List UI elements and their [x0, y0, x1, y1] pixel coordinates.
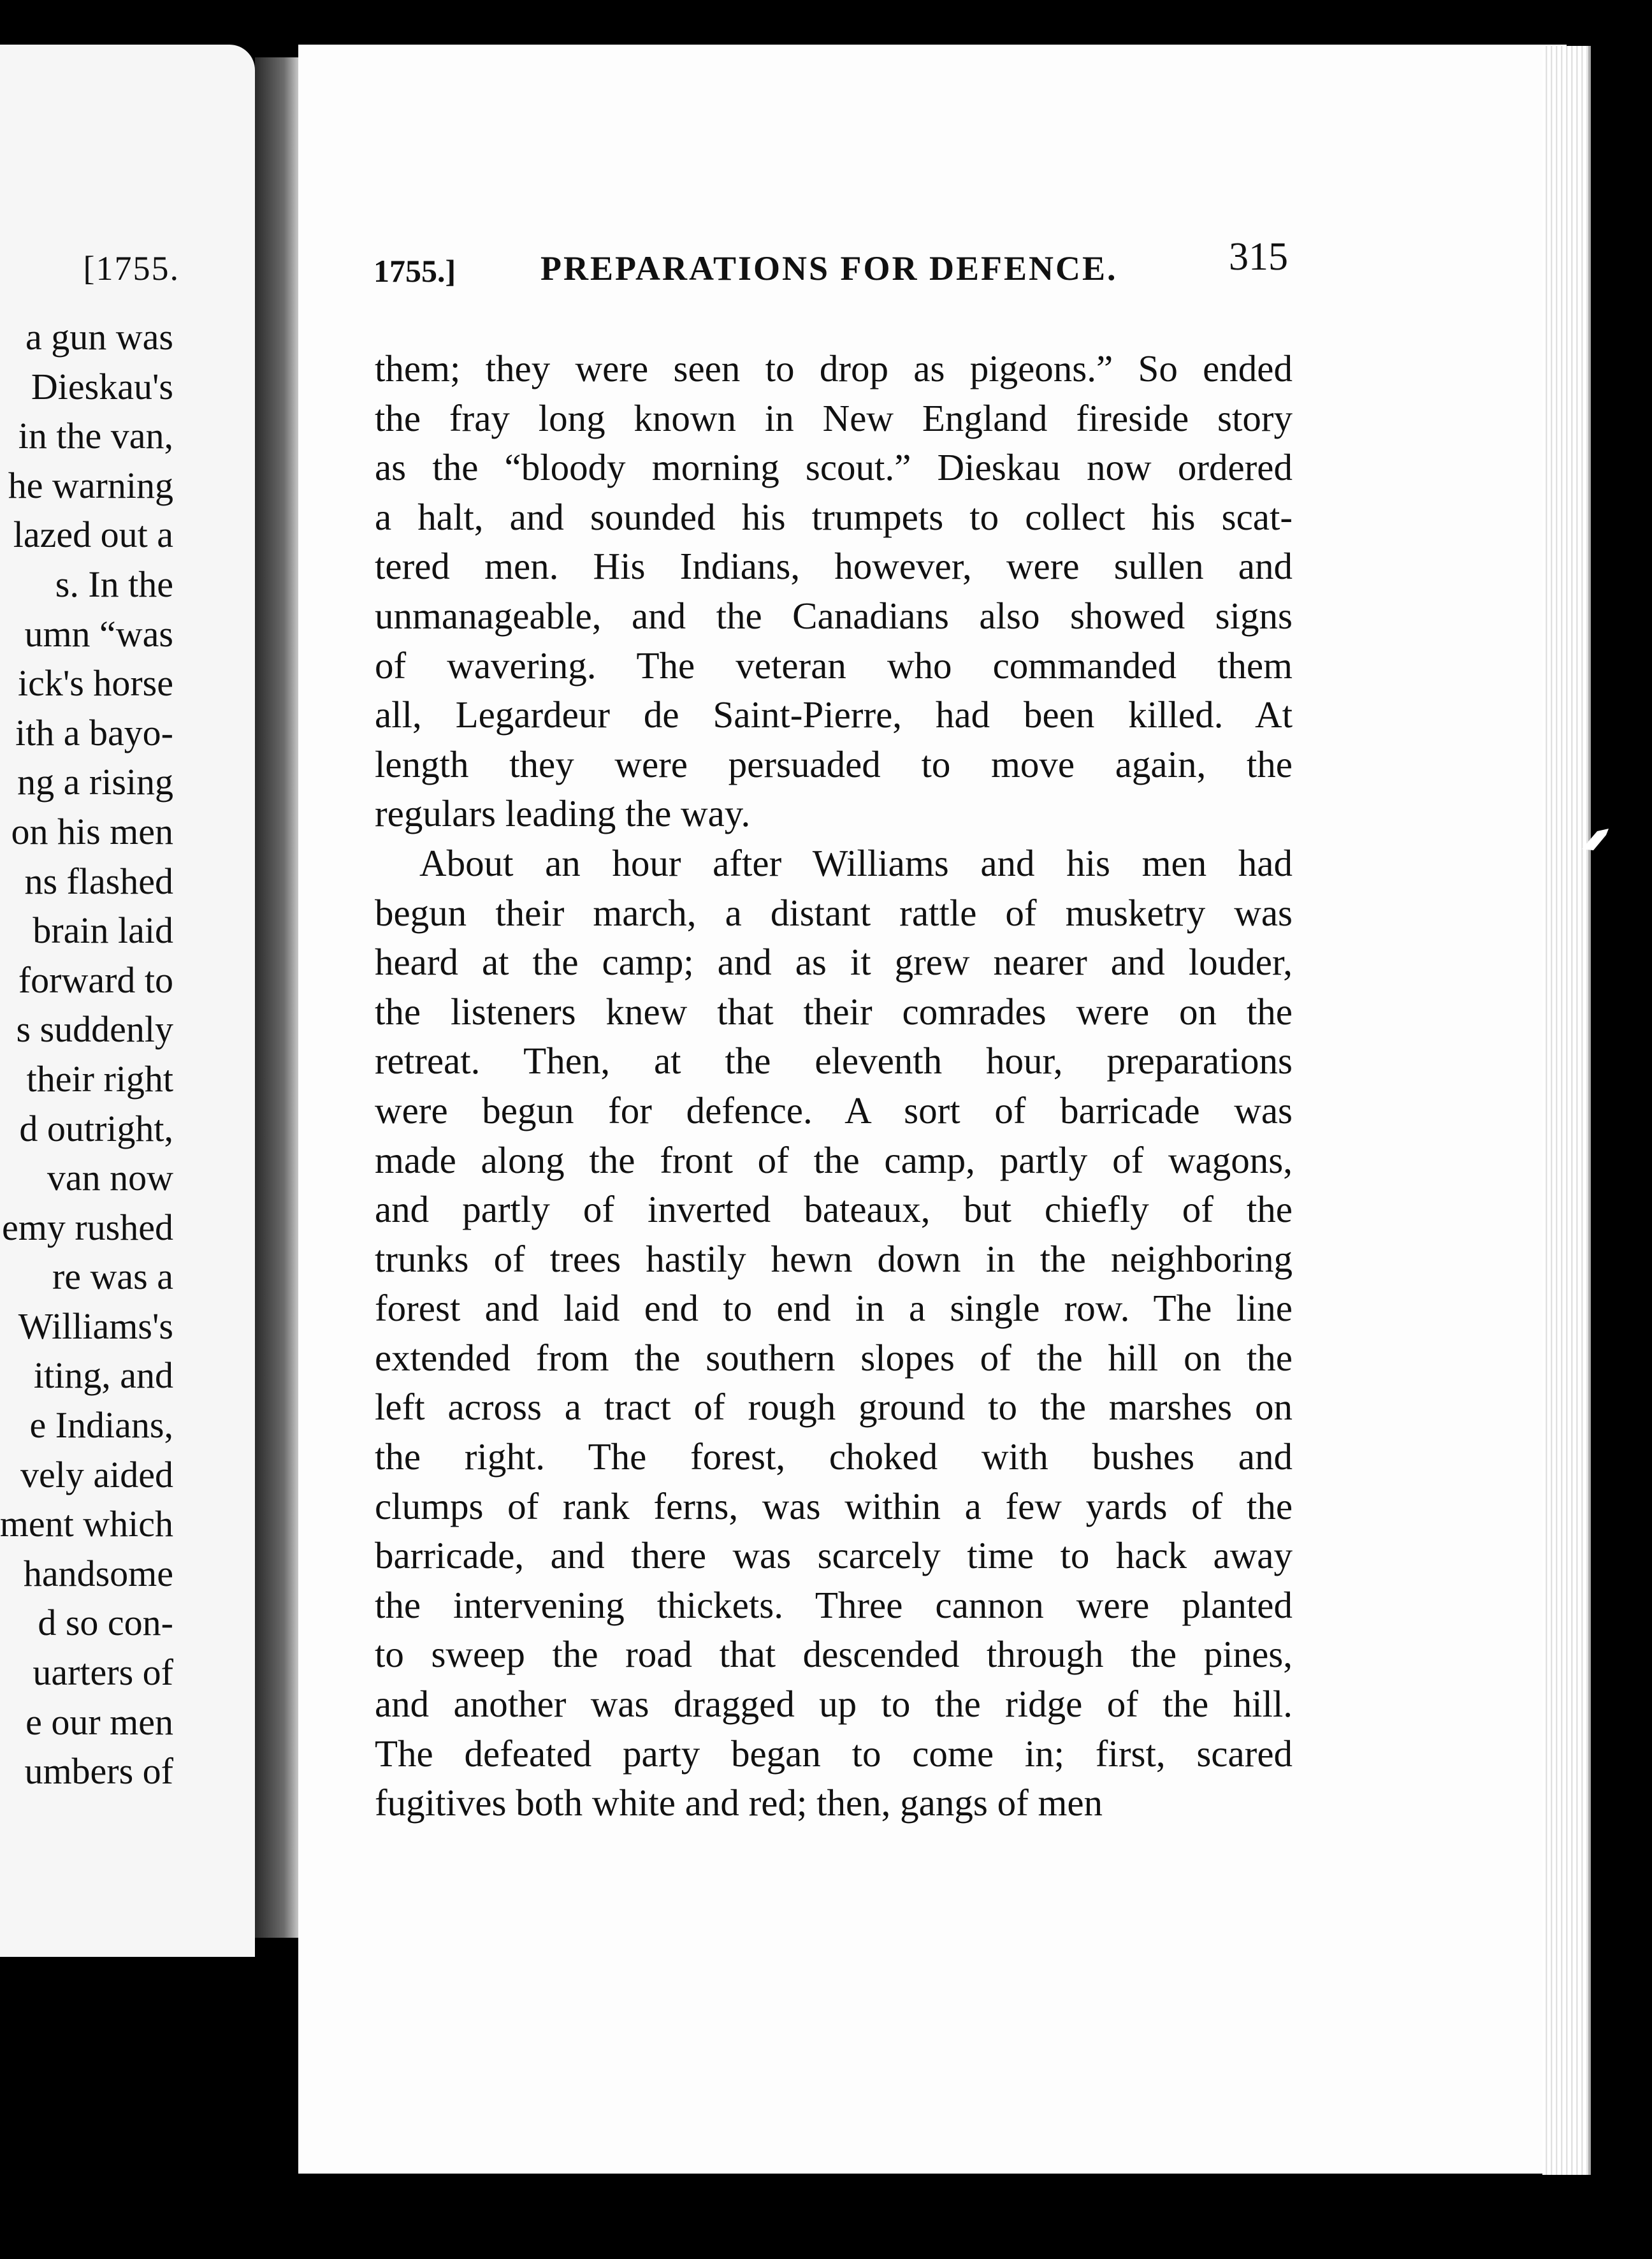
left-text-line: umbers of	[24, 1750, 173, 1792]
left-text-line: iting, and	[33, 1355, 173, 1397]
left-text-line: Dieskau's	[31, 365, 173, 407]
running-head-year: 1755.]	[373, 253, 456, 289]
left-text-line: their right	[26, 1057, 173, 1100]
text-line: unmanageable, and the Canadians also showed signs	[375, 594, 1293, 637]
running-head-title: PREPARATIONS FOR DEFENCE.	[540, 249, 1118, 287]
left-page-text	[0, 312, 173, 1796]
left-text-line: ng a rising	[17, 761, 173, 803]
text-line: trunks of trees hastily hewn down in the neighboring	[375, 1237, 1293, 1280]
right-page	[298, 45, 1567, 2174]
left-text-line: e Indians,	[29, 1404, 173, 1446]
text-line: as the “bloody morning scout.” Dieskau now ordered	[375, 446, 1293, 489]
left-text-line: re was a	[52, 1256, 173, 1298]
left-text-line: a gun was	[25, 316, 173, 358]
text-line: barricade, and there was scarcely time to hack away	[375, 1534, 1293, 1577]
left-text-line: forward to	[18, 959, 173, 1001]
left-text-line: lazed out a	[13, 514, 173, 556]
text-line: to sweep the road that descended through the pines,	[375, 1633, 1293, 1676]
left-text-line: s. In the	[55, 563, 173, 605]
page-number: 315	[1229, 235, 1288, 279]
text-line: begun their march, a distant rattle of musketry was	[375, 891, 1293, 934]
left-text-line: handsome	[23, 1552, 173, 1594]
left-text-line: emy rushed	[2, 1206, 173, 1248]
left-text-line: ick's horse	[17, 662, 173, 704]
bookmark-ribbon	[1581, 827, 1619, 853]
text-line: About an hour after Williams and his men had	[419, 841, 1293, 884]
text-line: The defeated party began to come in; first, scared	[375, 1732, 1293, 1775]
text-line: tered men. His Indians, however, were sullen and	[375, 545, 1293, 588]
text-line: regulars leading the way.	[375, 792, 751, 835]
text-line: a halt, and sounded his trumpets to collect his scat-	[375, 495, 1293, 538]
left-text-line: uarters of	[33, 1652, 173, 1694]
text-line: the right. The forest, choked with bushes and	[375, 1435, 1293, 1478]
running-head	[373, 235, 1288, 292]
body-text	[375, 344, 1293, 1828]
text-line: the listeners knew that their comrades were on the	[375, 990, 1293, 1033]
text-line: retreat. Then, at the eleventh hour, preparations	[375, 1040, 1293, 1082]
text-line: left across a tract of rough ground to the marshes on	[375, 1386, 1293, 1428]
left-page-header: [1755.	[83, 249, 180, 287]
left-text-line: s suddenly	[16, 1008, 173, 1050]
left-text-line: d outright,	[19, 1107, 173, 1149]
left-text-line: in the van,	[18, 415, 173, 457]
text-line: of wavering. The veteran who commanded them	[375, 644, 1293, 686]
left-text-line: umn “was	[24, 613, 173, 655]
page-edges	[1542, 46, 1591, 2175]
left-text-line: Williams's	[18, 1305, 173, 1347]
text-line: length they were persuaded to move again, the	[375, 743, 1293, 785]
text-line: all, Legardeur de Saint-Pierre, had been killed. At	[375, 694, 1293, 736]
text-line: fugitives both white and red; then, gangs of men	[375, 1782, 1103, 1824]
text-line: the fray long known in New England fireside story	[375, 396, 1293, 439]
text-line: heard at the camp; and as it grew nearer and louder,	[375, 941, 1293, 984]
text-line: them; they were seen to drop as pigeons.” So ended	[375, 347, 1293, 389]
text-line: forest and laid end to end in a single row. The line	[375, 1287, 1293, 1330]
left-text-line: ment which	[0, 1503, 173, 1545]
text-line: the intervening thickets. Three cannon were planted	[375, 1583, 1293, 1626]
page-gutter	[255, 57, 300, 1938]
left-text-line: brain laid	[33, 910, 173, 952]
text-line: were begun for defence. A sort of barricade was	[375, 1089, 1293, 1131]
text-line: and partly of inverted bateaux, but chiefly of the	[375, 1188, 1293, 1231]
left-text-line: he warning	[8, 464, 173, 506]
text-line: made along the front of the camp, partly of wagons,	[375, 1138, 1293, 1181]
text-line: extended from the southern slopes of the hill on the	[375, 1336, 1293, 1379]
text-line: clumps of rank ferns, was within a few yards of the	[375, 1485, 1293, 1527]
left-text-line: ns flashed	[24, 860, 173, 902]
left-text-line: d so con-	[38, 1602, 173, 1644]
left-text-line: e our men	[25, 1701, 173, 1743]
left-text-line: on his men	[11, 810, 173, 852]
text-line: and another was dragged up to the ridge of the hill.	[375, 1683, 1293, 1725]
left-text-line: vely aided	[20, 1453, 173, 1495]
left-text-line: ith a bayo-	[15, 711, 173, 753]
left-page	[0, 45, 255, 1957]
left-text-line: van now	[47, 1157, 173, 1199]
